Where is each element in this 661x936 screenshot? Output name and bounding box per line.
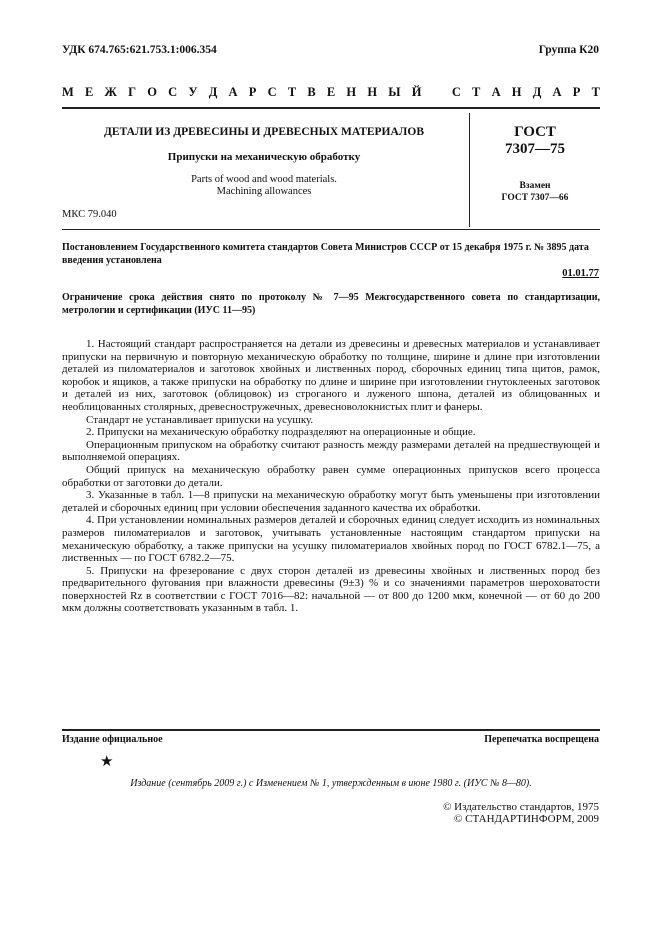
reprint-prohibited-label: Перепечатка воспрещена bbox=[484, 734, 599, 745]
effective-date: 01.01.77 bbox=[562, 268, 599, 279]
replaces-value: ГОСТ 7307—66 bbox=[501, 193, 569, 203]
body-paragraph: 5. Припуски на фрезерование с двух сторон деталей из древесины хвойных и лиственных пород без предварительного фугования при влажности древесины (9±3) % и со значениями параметров шероховатости поверхностей Rz в соответствии с ГОСТ 7016—82: начальной — от 800 до 1200 мкм, конечной — от 60 до 200 мкм должны соответствовать указанным в табл. 1. bbox=[62, 564, 600, 615]
banner-letter: Р bbox=[248, 85, 257, 99]
decree-text: Постановлением Государственного комитета стандартов Совета Министров СССР от 15 декабря 1975 г. № 3895 дата введения установлена bbox=[62, 242, 589, 266]
banner-letter: А bbox=[491, 85, 501, 99]
banner-letter: С bbox=[168, 85, 178, 99]
document-subtitle: Припуски на механическую обработку bbox=[167, 151, 361, 163]
banner-letter: Ж bbox=[104, 85, 117, 99]
banner-letter: В bbox=[307, 85, 316, 99]
star-icon: ★ bbox=[100, 754, 114, 770]
banner-letter: Д bbox=[532, 85, 542, 99]
banner-letter: Ы bbox=[388, 85, 401, 99]
gost-label: ГОСТ bbox=[514, 124, 556, 140]
body-paragraph: 1. Настоящий стандарт распространяется на детали из древесины и древесных материалов и устанавливает припуски на первичную и повторную механическую обработку по толщине, ширине и длине при изготовлении деталей из пиломатериалов и заготовок хвойных и лиственных пород, сборочных единиц типа щитов, рамок, коробок и ящиков, а также припуски на обработку по длине и ширине при изготовлении гнутоклееных заготовок и деталей из них, заготовок (облицовок) из строганого и луженого шпона, деталей из облицованных и необлицованных столярных, древесностружечных, древесноволокнистых плит и фанеры. bbox=[62, 338, 600, 413]
mks-code: МКС 79.040 bbox=[62, 209, 117, 220]
banner-letter: М bbox=[62, 85, 74, 99]
banner-letter: У bbox=[188, 85, 198, 99]
copyright-line: © СТАНДАРТИНФОРМ, 2009 bbox=[454, 813, 599, 825]
banner-letter: С bbox=[451, 85, 461, 99]
banner-letter: Р bbox=[572, 85, 581, 99]
banner-letter: Е bbox=[326, 85, 336, 99]
top-rule bbox=[62, 107, 600, 109]
body-paragraph: Операционным припуском на обработку считают разность между размерами деталей на предшествующей и выполняемой операциях. bbox=[62, 438, 600, 464]
replaces-block bbox=[470, 180, 600, 204]
banner-letter: О bbox=[147, 85, 157, 99]
body-paragraph: 2. Припуски на механическую обработку подразделяют на операционные и общие. bbox=[86, 426, 476, 439]
footer-rule bbox=[62, 729, 600, 731]
banner-letter: С bbox=[267, 85, 277, 99]
banner-letter: Н bbox=[511, 85, 522, 99]
banner-letter: Г bbox=[128, 85, 137, 99]
banner-gap bbox=[433, 85, 441, 100]
edition-note: Издание (сентябрь 2009 г.) с Изменением № 1, утвержденным в июне 1980 г. (ИУС № 8—80). bbox=[130, 778, 532, 789]
group-code: Группа К20 bbox=[538, 44, 599, 56]
document-title: ДЕТАЛИ ИЗ ДРЕВЕСИНЫ И ДРЕВЕСНЫХ МАТЕРИАЛОВ bbox=[103, 126, 424, 138]
copyright-line: © Издательство стандартов, 1975 bbox=[443, 801, 599, 813]
limitation-text: Ограничение срока действия снято по протоколу № 7—95 Межгосударственного совета по стандартизации, метрологии и сертификации (ИУС 11—95) bbox=[62, 292, 600, 316]
banner-letter: А bbox=[228, 85, 238, 99]
english-title-line: Parts of wood and wood materials. bbox=[191, 174, 337, 185]
banner-letter: Т bbox=[472, 85, 481, 99]
interstate-standard-banner bbox=[62, 85, 600, 100]
banner-letter: А bbox=[552, 85, 562, 99]
body-text bbox=[62, 338, 600, 615]
banner-letter: Т bbox=[591, 85, 600, 99]
body-paragraph: 3. Указанные в табл. 1—8 припуски на механическую обработку могут быть уменьшены при изготовлении деталей и сборочных единиц при условии обеспечения заданного качества их обработки. bbox=[62, 489, 600, 514]
english-title bbox=[62, 174, 466, 198]
replaces-label: Взамен bbox=[519, 181, 551, 191]
udk-code: УДК 674.765:621.753.1:006.354 bbox=[62, 44, 217, 56]
banner-letter: Е bbox=[85, 85, 94, 99]
gost-code: 7307—75 bbox=[505, 141, 565, 157]
body-paragraph: Общий припуск на механическую обработку равен сумме операционных припусков всего процесса обработки от заготовки до детали. bbox=[62, 463, 600, 489]
banner-letter: Н bbox=[346, 85, 357, 99]
banner-letter: Т bbox=[287, 85, 297, 99]
banner-letter: Н bbox=[367, 85, 378, 99]
official-edition-label: Издание официальное bbox=[62, 734, 163, 745]
gost-number bbox=[470, 124, 600, 158]
title-bottom-rule bbox=[62, 229, 600, 230]
english-title-line: Machining allowances bbox=[216, 186, 312, 197]
body-paragraph: 4. При установлении номинальных размеров деталей и сборочных единиц следует исходить из номинальных размеров пиломатериалов и заготовок, учитывать установленные настоящим стандартом припуски на механическую обработку, а также припуски на усушку пиломатериалов хвойных пород по ГОСТ 6782.1—75, а лиственных — по ГОСТ 6782.2—75. bbox=[62, 514, 600, 565]
copyright-block bbox=[443, 801, 599, 825]
body-paragraph: Стандарт не устанавливает припуски на усушку. bbox=[86, 413, 314, 426]
banner-letter: Д bbox=[208, 85, 218, 99]
banner-letter: Й bbox=[411, 85, 422, 99]
